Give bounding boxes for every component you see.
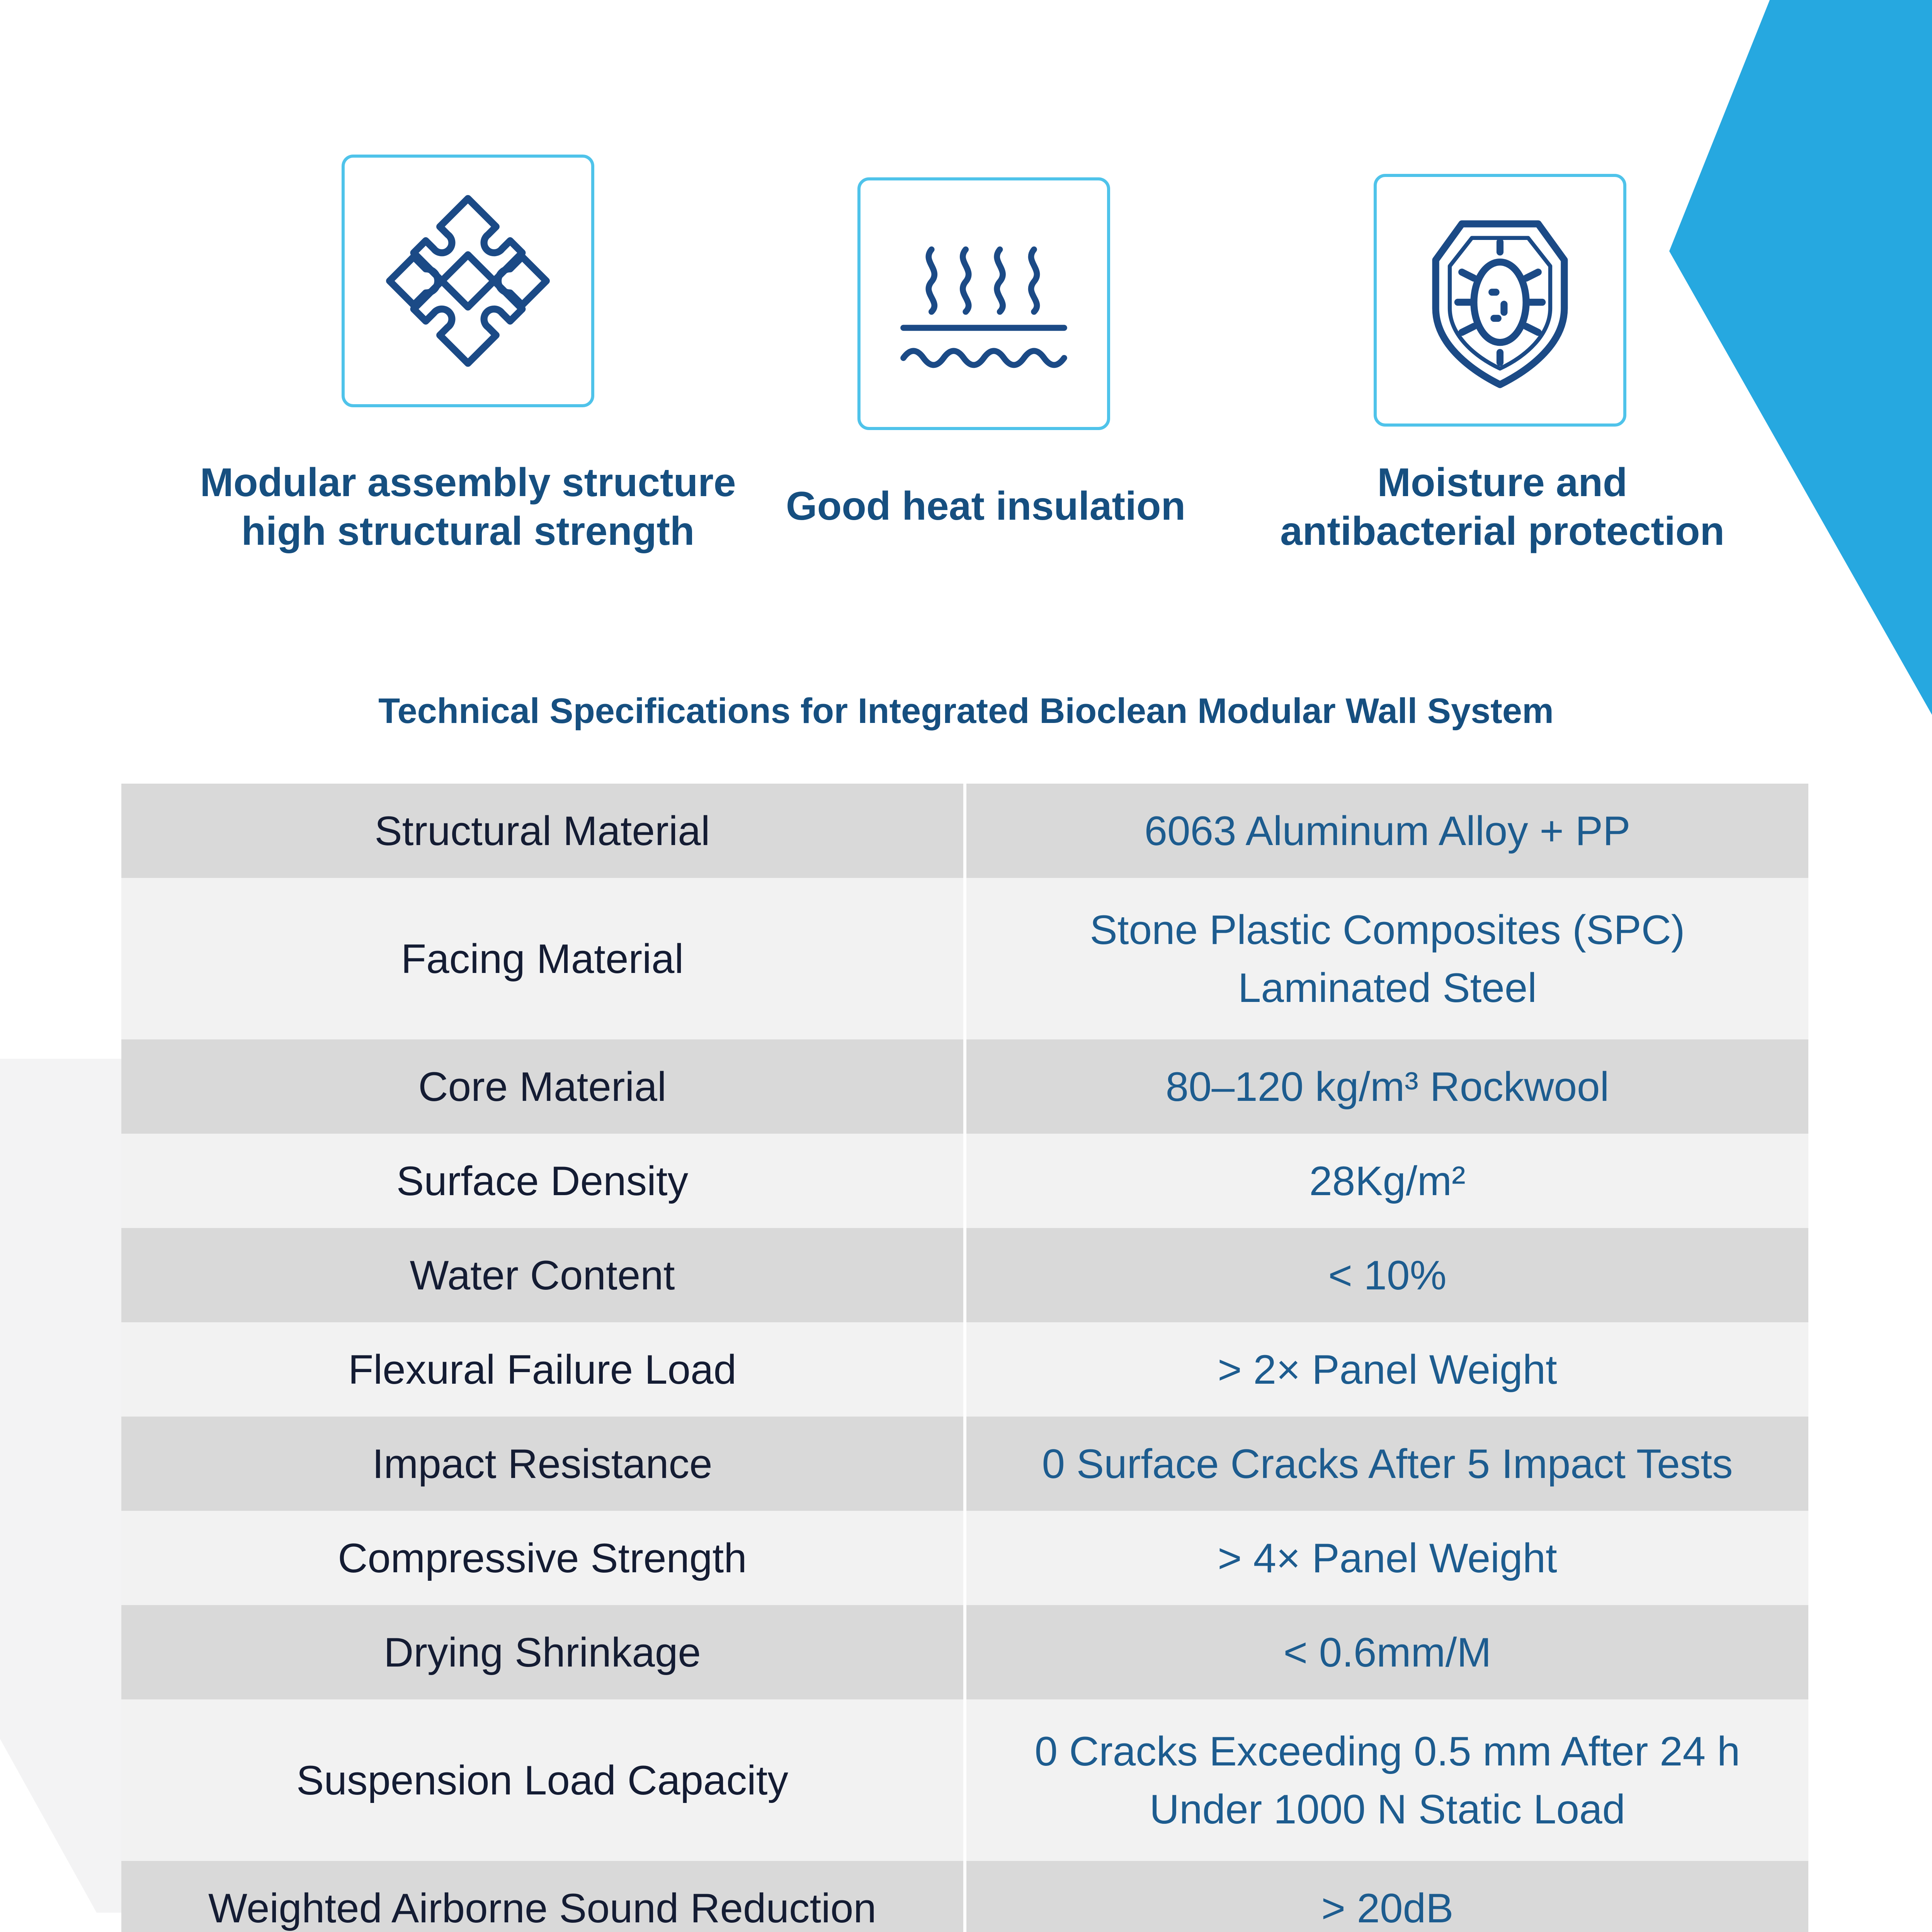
spec-value: 28Kg/m² [965, 1134, 1808, 1228]
table-row [121, 1417, 1808, 1511]
spec-value: 80–120 kg/m³ Rockwool [965, 1039, 1808, 1134]
spec-label: Weighted Airborne Sound Reduction [121, 1861, 965, 1932]
table-row [121, 1322, 1808, 1417]
blue-corner-shape [1669, 0, 1932, 715]
feature-card-modular [342, 155, 594, 407]
feature-label-antibacterial: Moisture and antibacterial protection [1280, 460, 1725, 554]
spec-table [121, 784, 1808, 1932]
table-row [121, 1228, 1808, 1322]
spec-value: > 4× Panel Weight [965, 1511, 1808, 1605]
table-row [121, 878, 1808, 1039]
spec-value: < 0.6mm/M [965, 1605, 1808, 1699]
table-row [121, 1605, 1808, 1699]
spec-value: 6063 Aluminum Alloy + PP [965, 784, 1808, 878]
spec-label: Core Material [121, 1039, 965, 1134]
feature-card-heat-insulation [857, 177, 1110, 430]
table-row [121, 1039, 1808, 1134]
heat-insulation-icon [883, 203, 1084, 404]
spec-label: Drying Shrinkage [121, 1605, 965, 1699]
feature-label-heat-insulation: Good heat insulation [786, 484, 1186, 529]
spec-value: > 20dB [965, 1861, 1808, 1932]
antibacterial-shield-icon [1400, 200, 1600, 401]
table-row [121, 1699, 1808, 1861]
spec-value: 0 Surface Cracks After 5 Impact Tests [965, 1417, 1808, 1511]
spec-label: Impact Resistance [121, 1417, 965, 1511]
spec-label: Structural Material [121, 784, 965, 878]
spec-label: Surface Density [121, 1134, 965, 1228]
spec-label: Water Content [121, 1228, 965, 1322]
spec-label: Facing Material [121, 878, 965, 1039]
section-title: Technical Specifications for Integrated Bioclean Modular Wall System [378, 691, 1554, 731]
spec-label: Suspension Load Capacity [121, 1699, 965, 1861]
spec-value: > 2× Panel Weight [965, 1322, 1808, 1417]
table-row [121, 784, 1808, 878]
feature-label-modular: Modular assembly structure high structural strength [200, 460, 736, 554]
table-row [121, 1861, 1808, 1932]
spec-value: 0 Cracks Exceeding 0.5 mm After 24 h Under 1000 N Static Load [965, 1699, 1808, 1861]
feature-card-antibacterial [1374, 174, 1626, 427]
puzzle-icon [367, 180, 568, 381]
table-row [121, 1511, 1808, 1605]
spec-label: Compressive Strength [121, 1511, 965, 1605]
spec-value: < 10% [965, 1228, 1808, 1322]
table-row [121, 1134, 1808, 1228]
spec-label: Flexural Failure Load [121, 1322, 965, 1417]
spec-value: Stone Plastic Composites (SPC) Laminated Steel [965, 878, 1808, 1039]
